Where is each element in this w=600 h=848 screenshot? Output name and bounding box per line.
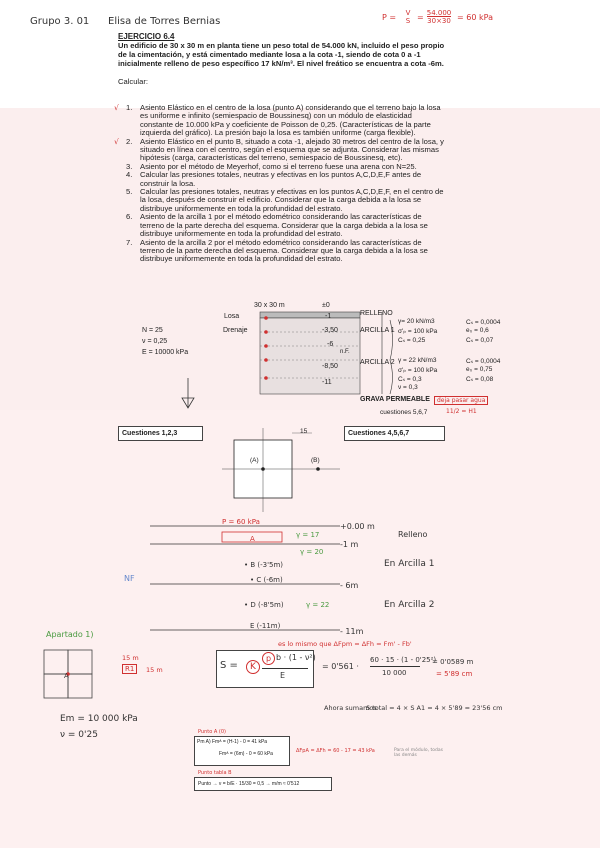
cuestiones-567: cuestiones 5,6,7 <box>380 409 428 416</box>
point-a-marker <box>264 316 268 320</box>
formula-numerator: b · (1 - ν²) <box>276 653 316 662</box>
arcilla1-brace <box>390 320 393 360</box>
question-item: 3. Asiento por el método de Meyerhof, como si el terreno fuese una arena con N=25. <box>126 161 417 171</box>
hand-level-0: +0.00 m <box>340 522 375 531</box>
plan-label-b: (B) <box>311 457 320 464</box>
plan-label-a: (A) <box>250 457 259 464</box>
formula-k: K <box>246 660 260 674</box>
apartado-r1: R1 <box>122 664 137 674</box>
hand-arcilla1: En Arcilla 1 <box>384 559 435 569</box>
result-meters: = 0'0589 m <box>432 658 474 666</box>
nu-label: ν = 0,25 <box>142 338 168 345</box>
formula-fraction: 54.000 30×30 <box>426 9 452 25</box>
point-d-marker <box>264 358 268 362</box>
relleno-gamma: γ= 20 kN/m3 <box>398 318 435 325</box>
equivalence-note: es lo mismo que ΔFpm = ΔFh = Fm' - Fb' <box>278 640 412 648</box>
question-item: √ 2. Asiento Elástico en el punto B, situado a cota -1, alejado 30 metros del centro de la losa, y situado en línea con el centro, según el esquema que se adjunta. Considerar las mismas hipótesis (carga, características del terreno, semiespacio de Boussinesq, etc). <box>114 136 444 163</box>
formula-v: V S <box>405 9 411 25</box>
total-settlement: S total = 4 × S A1 = 4 × 5'89 = 23'56 cm <box>366 704 503 712</box>
hand-level-1: -1 m <box>340 540 359 549</box>
punto-a-box <box>194 736 290 766</box>
elev-6: -6 <box>327 341 334 348</box>
total-label: Ahora sumamos <box>324 704 377 712</box>
punto-a-line-1: Pm A) Fmᴬ = (H-1) - 0 = 41 kPa <box>197 739 268 745</box>
calc-line <box>370 666 420 667</box>
hand-note: 11/2 = H1 <box>446 408 477 415</box>
apartado-dim: 15 m <box>122 654 139 662</box>
exercise-title: EJERCICIO 6.4 <box>118 32 175 41</box>
arcilla1-e0: e₀ = 0,6 <box>466 327 489 334</box>
exercise-statement: Un edificio de 30 x 30 m en planta tiene un peso total de 54.000 kN, incluido el peso propio de la cimentación, y está cimentado mediante losa a la cota -1, siendo de cota 0 a -1 inicialmente relleno de peso específico 17 kN/m³. El nivel freático se encuentra a cota -6m. <box>118 41 445 69</box>
relleno-label: RELLENO <box>360 310 393 317</box>
hand-point-a: A <box>250 535 255 543</box>
question-list <box>114 103 444 264</box>
calc-label: Calcular: <box>118 76 148 86</box>
arcilla2-gamma: γ = 22 kN/m3 <box>398 357 437 364</box>
hand-gamma-20: γ = 20 <box>300 548 324 556</box>
hand-level-11: - 11m <box>340 627 364 636</box>
point-b-marker <box>264 330 268 334</box>
apartado-point-a: A <box>64 672 69 680</box>
hand-nf: NF <box>124 574 135 583</box>
hand-point-e: E (-11m) <box>250 622 281 630</box>
arcilla1-sigma: σ'ₚ = 100 kPa <box>398 328 438 335</box>
nu-value: ν = 0'25 <box>60 730 98 740</box>
drenaje-label: Drenaje <box>223 327 248 334</box>
author-name: Elisa de Torres Bernias <box>108 16 221 27</box>
elev-8-5: -8,50 <box>322 363 338 370</box>
hand-level-6: - 6m <box>340 581 359 590</box>
elev-1: -1 <box>325 313 332 320</box>
plan-distance: 15 <box>300 428 308 435</box>
formula-p-symbol: p <box>262 652 275 665</box>
calc-denominator: 10 000 <box>382 669 407 677</box>
elev-0: ±0 <box>322 302 330 309</box>
formula-s: S = <box>220 660 238 671</box>
losa-label: Losa <box>224 313 240 320</box>
plan-point-b <box>316 467 320 471</box>
hand-point-d: • D (-8'5m) <box>244 601 284 609</box>
arcilla1-c2: Cₛ = 0,07 <box>466 337 494 344</box>
question-item: 6. Asiento de la arcilla 1 por el método edométrico considerando las características de terreno de la parte derecha del esquema. Considerar que la carga debida a la losa se distribuye uniformemente en toda la profundidad del estrato. <box>126 212 428 239</box>
hand-arcilla2: En Arcilla 2 <box>384 600 435 610</box>
plan-point-a <box>261 467 265 471</box>
arcilla1-cc: Cₛ = 0,0004 <box>466 319 501 326</box>
formula-p: P = <box>382 13 397 22</box>
water-table-label: n.F. <box>340 349 350 355</box>
elev-11: -11 <box>322 379 332 386</box>
hand-point-c: • C (-6m) <box>250 576 283 584</box>
punto-a-note: ΔFpA = ΔFh = 60 - 17 = 43 kPa <box>296 748 375 754</box>
arcilla1-label: ARCILLA 1 <box>360 327 395 334</box>
punto-b-title: Punto tabla B <box>198 770 232 776</box>
question-item: 7. Asiento de la arcilla 2 por el método edométrico considerando las características de terreno de la parte derecha del esquema. Considerar que la carga debida a la losa se distribuye uniformemente en toda la profundidad del estrato. <box>126 237 428 264</box>
punto-b-box: Punto → ν = b/E · 15/30 = 0,5 → m/m ≈ 0'512 <box>194 777 332 791</box>
hand-relleno: Relleno <box>398 530 428 539</box>
formula-eq: = <box>417 13 424 22</box>
hand-point-b: • B (-3'5m) <box>244 561 284 569</box>
point-c-marker <box>264 344 268 348</box>
punto-a-side-note: Para el módulo, todas las demás <box>394 748 443 758</box>
apartado-title: Apartado 1) <box>46 630 94 639</box>
formula-result: = 60 kPa <box>457 13 493 22</box>
arcilla2-nu: ν = 0,3 <box>398 384 418 391</box>
punto-a-title: Punto A (0) <box>198 729 226 735</box>
apartado-sketch <box>40 640 110 700</box>
grava-note: deja pasar agua <box>434 396 488 405</box>
em-value: Em = 10 000 kPa <box>60 714 138 724</box>
point-e-marker <box>264 376 268 380</box>
punto-a-line-2: Fmᴬ = (6m) - 0 = 60 kPa <box>219 751 273 757</box>
arcilla2-cs: Cₛ = 0,3 <box>398 376 422 383</box>
apartado-r1-dim: 15 m <box>146 666 163 674</box>
losa-slab <box>260 312 360 318</box>
hand-pressure: P = 60 kPa <box>222 518 260 526</box>
e-label: E = 10000 kPa <box>142 349 189 356</box>
n-label: N = 25 <box>142 327 163 334</box>
plan-view <box>222 428 342 518</box>
arcilla2-cc: Cₛ = 0,0004 <box>466 358 501 365</box>
arcilla2-c2: Cₛ = 0,08 <box>466 376 494 383</box>
group-label: Grupo 3. 01 <box>30 16 90 27</box>
calc-numerator: 60 · 15 · (1 - 0'25²) <box>370 656 437 664</box>
question-item: 4. Calcular las presiones totales, neutras y efectivas en los puntos A,C,D,E,F antes de construir la losa. <box>126 170 422 188</box>
exercise-block <box>118 32 448 86</box>
question-item: √ 1. Asiento Elástico en el centro de la losa (punto A) considerando que el terreno bajo la losa es uniforme e infinito (semiespacio de Boussinesq) con un módulo de elasticidad constante de 10.000 kPa y coeficiente de Poisson de 0,25. (Características de la parte izquierda del gráfico). La presión bajo la losa es también uniforme (carga flexible). <box>114 103 441 138</box>
question-item: 5. Calcular las presiones totales, neutras y efectivas en los puntos A,C,D,E,F, en el centro de la losa, después de construir el edificio. Considerar que la carga debida a la losa se distribuye uniformemente en toda la profundidad del estrato. <box>126 187 444 213</box>
grava-label: GRAVA PERMEABLE <box>360 396 430 403</box>
elev-3-5: -3,50 <box>322 327 338 334</box>
losa-dimension: 30 x 30 m <box>254 302 285 309</box>
formula-denominator: E <box>280 671 286 680</box>
arcilla2-label: ARCILLA 2 <box>360 359 395 366</box>
arcilla1-cs: Cₛ = 0,25 <box>398 337 426 344</box>
arcilla2-e0: e₀ = 0,75 <box>466 366 493 373</box>
hand-gamma-22: γ = 22 <box>306 601 330 609</box>
arcilla2-sigma: σ'ₚ = 100 kPa <box>398 367 438 374</box>
cuestiones-4567-box: Cuestiones 4,5,6,7 <box>344 426 445 441</box>
formula-line <box>262 668 308 669</box>
result-cm: = 5'89 cm <box>436 670 473 678</box>
calc-factor: = 0'561 · <box>322 662 359 671</box>
hand-gamma-17: γ = 17 <box>296 531 320 539</box>
soil-block <box>260 318 360 394</box>
cuestiones-123-box: Cuestiones 1,2,3 <box>118 426 203 441</box>
